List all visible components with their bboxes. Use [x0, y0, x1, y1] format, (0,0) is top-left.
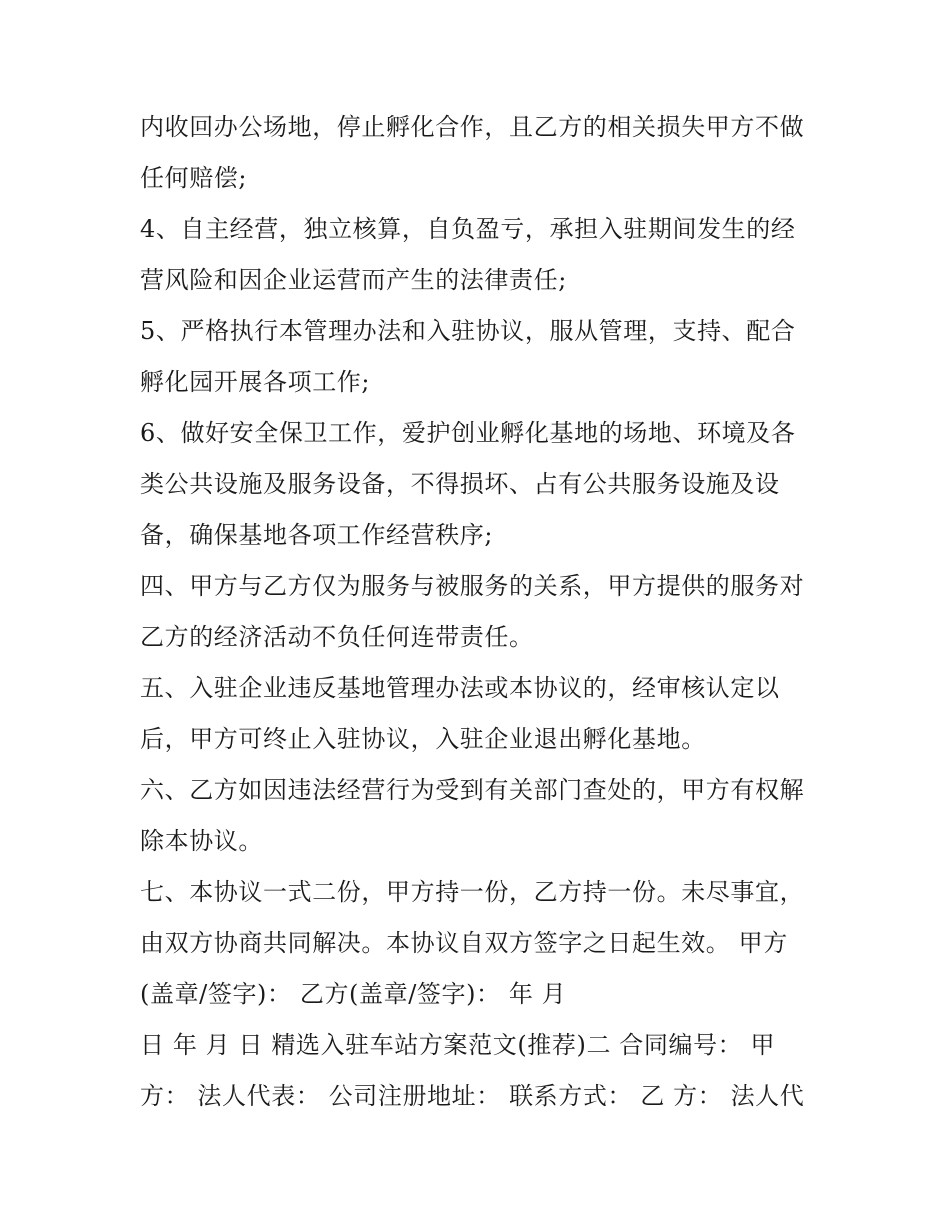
text-line: 日 年 月 日 精选入驻车站方案范文(推荐)二 合同编号： 甲: [140, 1031, 776, 1059]
text-line: 任何赔偿;: [140, 164, 248, 192]
text-line: 内收回办公场地，停止孵化合作，且乙方的相关损失甲方不做: [140, 113, 805, 141]
text-line: 除本协议。: [140, 827, 263, 855]
text-line: 孵化园开展各项工作;: [140, 368, 371, 396]
text-line: (盖章/签字)： 乙方(盖章/签字)： 年 月: [140, 980, 567, 1008]
text-line: 七、本协议一式二份，甲方持一份，乙方持一份。未尽事宜，: [140, 878, 805, 906]
text-line: 乙方的经济活动不负任何连带责任。: [140, 623, 534, 651]
text-line: 后，甲方可终止入驻协议，入驻企业退出孵化基地。: [140, 725, 706, 753]
text-line: 营风险和因企业运营而产生的法律责任;: [140, 266, 567, 294]
text-line: 备，确保基地各项工作经营秩序;: [140, 521, 494, 549]
text-line: 方： 法人代表： 公司注册地址： 联系方式： 乙 方： 法人代: [140, 1082, 805, 1110]
text-line: 类公共设施及服务设备，不得损坏、占有公共服务设施及设: [140, 470, 780, 498]
text-line: 由双方协商共同解决。本协议自双方签字之日起生效。 甲方: [140, 929, 788, 957]
text-line: 4、自主经营，独立核算，自负盈亏，承担入驻期间发生的经: [140, 215, 796, 243]
document-body: [140, 102, 820, 1122]
text-line: 四、甲方与乙方仅为服务与被服务的关系，甲方提供的服务对: [140, 572, 805, 600]
text-line: 五、入驻企业违反基地管理办法或本协议的，经审核认定以: [140, 674, 780, 702]
text-line: 5、严格执行本管理办法和入驻协议，服从管理，支持、配合: [140, 317, 796, 345]
text-line: 六、乙方如因违法经营行为受到有关部门查处的，甲方有权解: [140, 776, 805, 804]
text-line: 6、做好安全保卫工作，爱护创业孵化基地的场地、环境及各: [140, 419, 796, 447]
